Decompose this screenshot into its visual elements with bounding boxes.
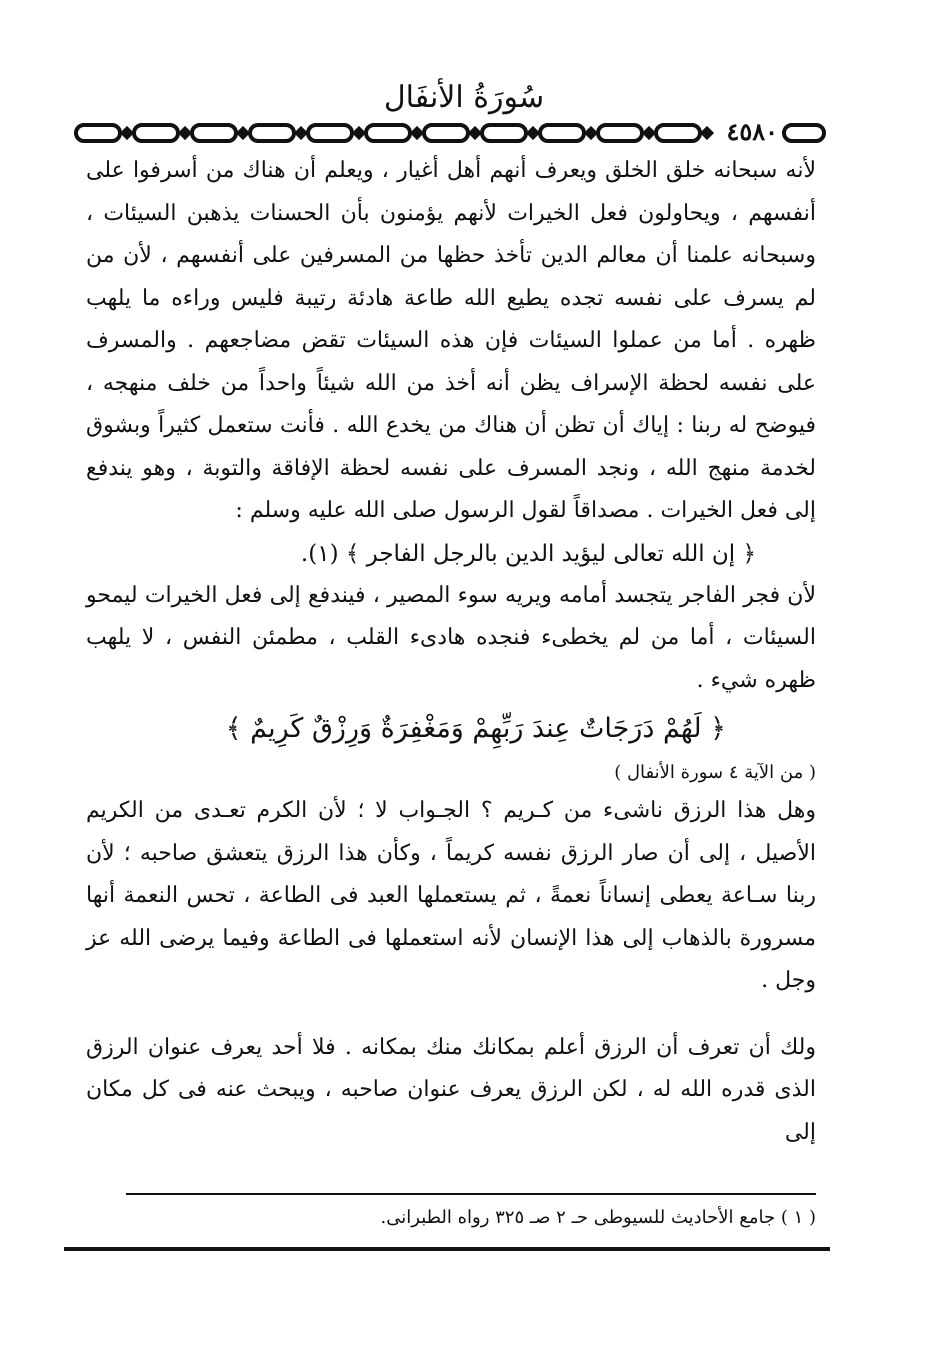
main-text (86, 150, 816, 1154)
surah-title: سُورَةُ الأنفَال (383, 80, 545, 115)
paragraph: وهل هذا الرزق ناشىء من كـريم ؟ الجـواب لا ؛ لأن الكرم تعـدى من الكريم الأصيل ، إلى أن صار الرزق نفسه كريماً ، وكأن هذا الرزق يتعشق صاحبه ؛ لأن ربنا سـاعة يعطى إنساناً نعمةً ، ثم يستعملها العبد فى الطاعة ، تحس النعمة أنها مسرورة بالذهاب إلى هذا الإنسان لأنه استعملها فى الطاعة وفيما يرضى الله عز وجل . (86, 798, 816, 993)
paragraph: لأن فجر الفاجر يتجسد أمامه ويريه سوء المصير ، فيندفع إلى فعل الخيرات ليمحو السيئات ، أما من لم يخطىء فنجده هادىء القلب ، مطمئن النفس ، لا يلهب ظهره شيء . (86, 582, 816, 693)
ornamental-header-band (72, 117, 832, 146)
quran-verse: ﴿ لَهُمْ دَرَجَاتٌ عِندَ رَبِّهِمْ وَمَغْفِرَةٌ وَرِزْقٌ كَرِيمٌ ﴾ (225, 713, 726, 744)
chain-ornament-icon (72, 120, 832, 146)
footnote: ( ١ ) جامع الأحاديث للسيوطى حـ ٢ صـ ٣٢٥ رواه الطبرانى. (380, 1207, 816, 1228)
paragraph: ولك أن تعرف أن الرزق أعلم بمكانك منك بمكانه . فلا أحد يعرف عنوان الرزق الذى قدره الله له ، لكن الرزق يعرف عنوان صاحبه ، ويبحث عنه فى كل مكان إلى (86, 1034, 816, 1145)
footnote-divider (126, 1193, 816, 1195)
page-number: ٤٥٨٠ (722, 117, 782, 147)
hadith-quote: ﴿ إن الله تعالى ليؤيد الدين بالرجل الفاجر ﴾ (١). (300, 540, 756, 567)
bottom-rule (64, 1247, 830, 1251)
verse-reference: ( من الآية ٤ سورة الأنفال ) (614, 762, 816, 783)
paragraph: لأنه سبحانه خلق الخلق ويعرف أنهم أهل أغيار ، ويعلم أن هناك من أسرفوا على أنفسهم ، ويحاولون فعل الخيرات لأنهم يؤمنون بأن الحسنات يذهبن السيئات ، وسبحانه علمنا أن معالم الدين تأخذ حظها من المسرفين على أنفسهم ، لأن من لم يسرف على نفسه تجده يطيع الله طاعة هادئة رتيبة فليس وراءه ما يلهب ظهره . أما من عملوا السيئات فإن هذه السيئات تقض مضاجعهم . والمسرف على نفسه لحظة الإسراف يظن أنه أخذ من الله شيئاً واحداً من خلف منهجه ، فيوضح له ربنا : إياك أن تظن أن هناك من يخدع الله . فأنت ستعمل كثيراً وبشوق لخدمة منهج الله ، ونجد المسرف على نفسه لحظة الإفاقة والتوبة ، وهو يندفع إلى فعل الخيرات . مصداقاً لقول الرسول صلى الله عليه وسلم : (86, 158, 817, 523)
